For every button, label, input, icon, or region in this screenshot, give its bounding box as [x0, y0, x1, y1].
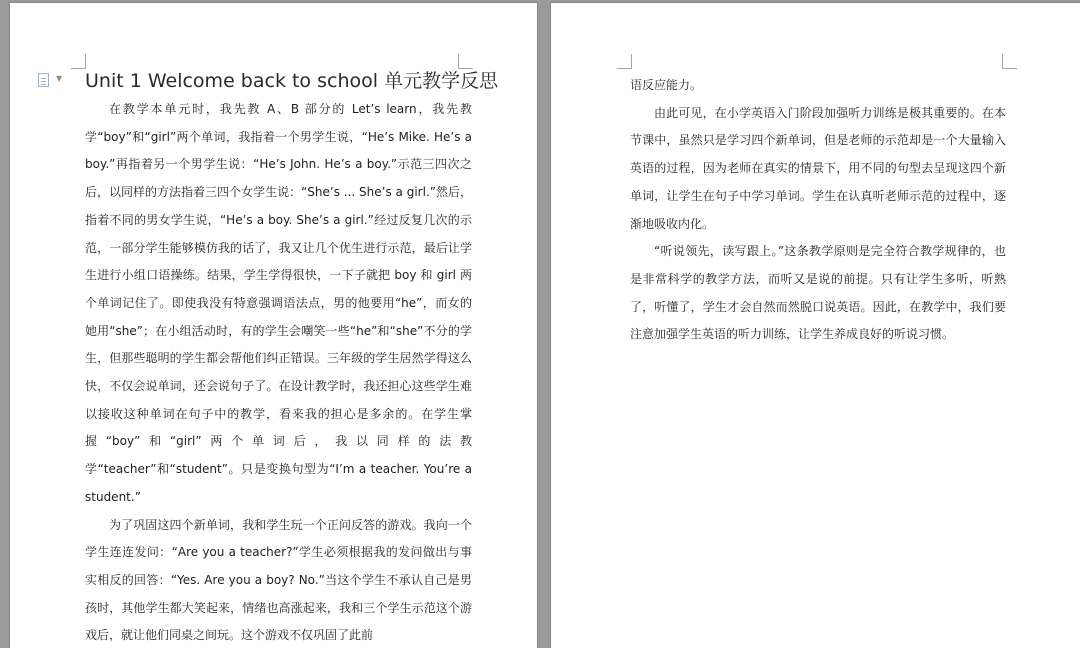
page-title-chinese: 单元教学反思 — [384, 70, 499, 92]
page-2-body[interactable] — [630, 72, 1006, 349]
paragraph: 在教学本单元时，我先教 A、B 部分的 Let’s learn，我先教学“boy”和“girl”两个单词，我指着一个男学生说，“He’s Mike. He’s a boy.”再指着另一个男学生说：“He’s John. He’s a boy.”示范三四次之后，以同样的方法指着三四个女学生说：“She’s ... She’s a girl.”然后，指着不同的男女学生说，“He’s a boy. She’s a girl.”经过反复几次的示范，一部分学生能够模仿我的话了，我又让几个优生进行示范，最后让学生进行小组口语操练。结果，学生学得很快，一下子就把 boy 和 girl 两个单词记住了。即使我没有特意强调语法点，男的他要用“he”，而女的她用“she”；在小组活动时，有的学生会嘲笑一些“he”和“she”不分的学生，但那些聪明的学生都会帮他们纠正错误。三年级的学生居然学得这么快，不仅会说单词，还会说句子了。在设计教学时，我还担心这些学生难以接收这种单词在句子中的教学，看来我的担心是多余的。在学生掌握“boy”和“girl”两个单词后，我以同样的法教学“teacher”和“student”。只是变换句型为“I’m a teacher. You’re a student.” — [85, 102, 472, 504]
crop-mark-top-right — [1002, 54, 1017, 69]
crop-mark-top-right — [458, 54, 473, 69]
page-title — [85, 69, 499, 93]
paragraph: “听说领先，读写跟上。”这条教学原则是完全符合教学规律的，也是非常科学的教学方法，而听又是说的前提。只有让学生多听，听熟了，听懂了，学生才会自然而然脱口说英语。因此，在教学中，我们要注意加强学生英语的听力训练，让学生养成良好的听说习惯。 — [630, 244, 1006, 342]
paragraph: 为了巩固这四个新单词，我和学生玩一个正问反答的游戏。我向一个学生连连发问：“Are you a teacher?”学生必须根据我的发问做出与事实相反的回答：“Yes. Are you a boy? No.”当这个学生不承认自己是男孩时，其他学生都大笑起来，情绪也高涨起来，我和三个学生示范这个游戏后，就让他们同桌之间玩。这个游戏不仅巩固了此前 — [85, 517, 472, 643]
paragraph: 由此可见，在小学英语入门阶段加强听力训练是极其重要的。在本节课中，虽然只是学习四个新单词，但是老师的示范却是一个大量输入英语的过程，因为老师在真实的情景下，用不同的句型去呈现这四个新单词，让学生在句子中学习单词。学生在认真听老师示范的过程中，逐渐地吸收内化。 — [630, 105, 1006, 231]
paragraph: 语反应能力。 — [630, 78, 703, 92]
document-page-1[interactable] — [10, 3, 537, 648]
crop-mark-top-left — [71, 54, 86, 69]
page-1-body[interactable] — [85, 69, 499, 648]
chevron-down-icon[interactable]: ▼ — [56, 74, 63, 83]
crop-mark-top-left — [617, 54, 632, 69]
document-page-2[interactable] — [551, 3, 1080, 648]
document-icon[interactable] — [38, 73, 49, 87]
page-title-english: Unit 1 Welcome back to school — [85, 70, 385, 92]
